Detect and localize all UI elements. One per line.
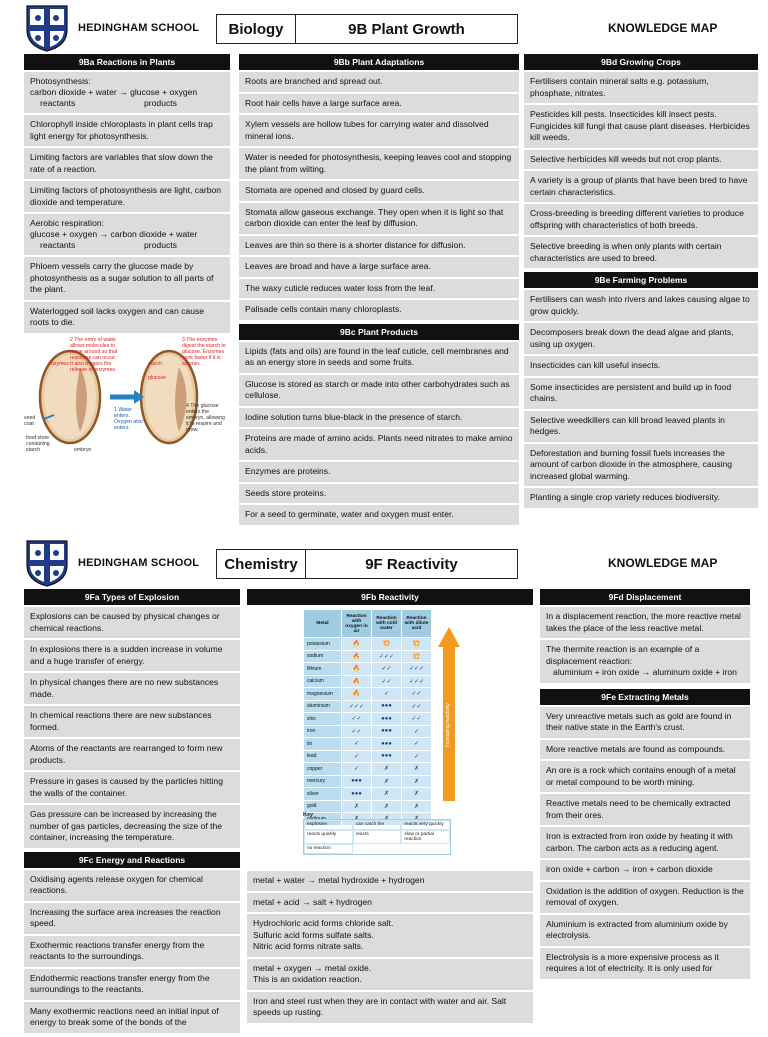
reaction-cell: ✗ [372,763,402,776]
fact-row: Exothermic reactions transfer energy from the reactants to the surroundings. [24,936,240,967]
fact-row: Iron is extracted from iron oxide by heating it with carbon. The carbon acts as a reducing agent. [540,827,750,858]
metal-name: magnesium [304,688,342,701]
panel-title: 9Fa Types of Explosion [24,589,240,605]
metal-name: calcium [304,675,342,688]
column-middle [239,54,519,529]
fact-row: Increasing the surface area increases the reaction speed. [24,903,240,934]
fact-row: Chlorophyll inside chloroplasts in plant cells trap light energy for photosynthesis. [24,115,230,146]
panel-title: 9Bd Growing Crops [524,54,758,70]
column-left [24,589,240,1037]
fact-row: Water is needed for photosynthesis, keeping leaves cool and stopping the plant from wilting. [239,148,519,179]
metal-name: platinum [304,813,342,826]
school-crest-icon [25,4,69,52]
reaction-cell: 🔥 [342,675,372,688]
fact-row: Fertilisers can wash into rivers and lakes causing algae to grow quickly. [524,290,758,321]
diagram-label-seedcoat: seed coat [24,414,36,427]
fact-row: Palisade cells contain many chloroplasts. [239,300,519,320]
table-row [304,738,432,751]
fact-row: Phloem vessels carry the glucose made by photosynthesis as a sugar solution to all parts of the plant. [24,257,230,300]
table-row [304,700,432,713]
fact-row: Insecticides can kill useful insects. [524,356,758,376]
metal-name: zinc [304,713,342,726]
reactants-label: reactants [40,240,76,250]
reaction-cell: 💥 [402,650,432,663]
fact-row: Pesticides kill pests. Insecticides kill insect pests. Fungicides kill fungi that cause plant diseases. Herbicides kill weeds. [524,105,758,148]
fact-row: Oxidising agents release oxygen for chemical reactions. [24,870,240,901]
panel-title: 9Bb Plant Adaptations [239,54,519,70]
table-row [304,650,432,663]
metal-name: sodium [304,650,342,663]
diagram-label-1: 1 Water enters. Oxygen also enters. [114,406,143,431]
metal-name: silver [304,788,342,801]
reaction-cell: ✓✓✓ [402,675,432,688]
panel-9fa [24,589,240,848]
table-row [304,675,432,688]
reaction-cell: ✓ [402,725,432,738]
panel-9bd [524,54,758,268]
fact-row: Leaves are thin so there is a shorter distance for diffusion. [239,236,519,256]
reaction-cell: ✗ [372,788,402,801]
reactivity-key [303,812,451,855]
reaction-cell: ●●● [342,775,372,788]
fact-row: Some insecticides are persistent and build up in food chains. [524,378,758,409]
key-item: reacts quickly [304,830,353,844]
table-row [304,750,432,763]
reaction-cell: ●●● [372,725,402,738]
fact-row: Leaves are broad and have a large surface area. [239,257,519,277]
fact-row: Very unreactive metals such as gold are found in their native state in the Earth's crust. [540,707,750,738]
reaction-cell: 🔥 [342,688,372,701]
reaction-cell: ✓ [402,750,432,763]
fact-row: Many exothermic reactions need an initial input of energy to break some of the bonds of the [24,1002,240,1033]
fact-row: Planting a single crop variety reduces biodiversity. [524,488,758,508]
reaction-cell: ✓✓ [372,675,402,688]
fact-row: In chemical reactions there are new substances formed. [24,706,240,737]
reaction-cell: ✗ [402,788,432,801]
reaction-cell: ✗ [402,813,432,826]
reaction-cell: ●●● [372,738,402,751]
reaction-cell: ✓✓ [402,688,432,701]
table-header: Reaction with cold water [372,610,402,638]
fact-row: iron oxide + carbon → iron + carbon dioxide [540,860,750,880]
seed-germination-diagram [24,337,230,455]
fact-row: In physical changes there are no new substances made. [24,673,240,704]
metal-name: lead [304,750,342,763]
diagram-label-3: 3 The enzymes digest the starch to glucose. Enzymes work faster if it is warmer. [182,336,226,367]
key-item: slow or partial reaction [401,830,450,844]
key-item: can catch fire [353,820,402,830]
column-left [24,54,230,459]
fact-row: Roots are branched and spread out. [239,72,519,92]
reaction-cell: ✓✓ [402,713,432,726]
key-item: no reaction [304,844,353,854]
table-row [304,788,432,801]
fact-row: Stomata allow gaseous exchange. They open when it is light so that carbon dioxide can enter the leaf by diffusion. [239,203,519,234]
fact-row: Decomposers break down the dead algae and plants, using up oxygen. [524,323,758,354]
reaction-cell: ✓ [372,688,402,701]
reaction-cell: 🔥 [342,638,372,651]
fact-row: In a displacement reaction, the more reactive metal takes the place of the less reactive metal. [540,607,750,638]
panel-title: 9Fc Energy and Reactions [24,852,240,868]
table-row [304,713,432,726]
table-row [304,688,432,701]
fact-row: An ore is a rock which contains enough of a metal or metal compound to be worth mining. [540,761,750,792]
reaction-cell: 💥 [372,638,402,651]
fact-row: Hydrochloric acid forms chloride salt. Sulfuric acid forms sulfate salts. Nitric acid forms nitrate salts. [247,914,533,957]
increasing-reactivity-arrow-icon [437,625,461,803]
metal-name: tin [304,738,342,751]
fact-row: Deforestation and burning fossil fuels increases the amount of carbon dioxide in the atmosphere, causing increased global warming. [524,444,758,487]
reaction-cell: ●●● [372,700,402,713]
respiration-equation: glucose + oxygen → carbon dioxide + water [30,229,198,239]
fact-row: Endothermic reactions transfer energy from the surroundings to the reactants. [24,969,240,1000]
reaction-cell: ✓✓✓ [372,650,402,663]
table-header: Reaction with dilute acid [402,610,432,638]
diagram-label-4: 4 The glucose enters the embryo, allowing it to respire and grow. [186,402,225,433]
reaction-cell: ✗ [402,800,432,813]
fact-row: Iodine solution turns blue-black in the presence of starch. [239,408,519,428]
header [0,535,768,587]
table-row [304,663,432,676]
reaction-cell: ✗ [372,775,402,788]
fact-row: Selective breeding is when only plants with certain characteristics are used to breed. [524,237,758,268]
table-header: Metal [304,610,342,638]
fact-row: Selective weedkillers can kill broad leaved plants in hedges. [524,411,758,442]
fact-row: Limiting factors are variables that slow down the rate of a reaction. [24,148,230,179]
fact-row: Oxidation is the addition of oxygen. Reduction is the removal of oxygen. [540,882,750,913]
reaction-cell: ✓ [342,750,372,763]
reaction-cell: ●●● [342,788,372,801]
subject-box: Biology [216,14,296,44]
reaction-cell: ●●● [372,713,402,726]
reaction-cell: ✓✓ [342,725,372,738]
reaction-cell: ✓ [402,738,432,751]
fact-row: metal + oxygen → metal oxide. This is an oxidation reaction. [247,959,533,990]
panel-title: 9Fb Reactivity [247,589,533,605]
reaction-cell: ✗ [372,800,402,813]
fact-row: Electrolysis is a more expensive process as it requires a lot of electricity. It is only used for [540,948,750,979]
reaction-cell: 🔥 [342,650,372,663]
diagram-label-embryo: embryo [74,446,92,453]
diagram-label-glucose: glucose [148,374,166,381]
reaction-cell: 🔥 [342,663,372,676]
panel-title: 9Ba Reactions in Plants [24,54,230,70]
metal-name: mercury [304,775,342,788]
panel-title: 9Fe Extracting Metals [540,689,750,705]
knowledge-map-label: KNOWLEDGE MAP [608,556,718,570]
fact-row: A variety is a group of plants that have been bred to have certain characteristics. [524,171,758,202]
photosynthesis-title: Photosynthesis: [30,76,91,86]
fact-row: Explosions can be caused by physical changes or chemical reactions. [24,607,240,638]
fact-row: More reactive metals are found as compounds. [540,740,750,760]
reaction-cell: ✓✓ [372,663,402,676]
reaction-cell: ✓✓✓ [342,700,372,713]
fact-row: Xylem vessels are hollow tubes for carrying water and dissolved mineral ions. [239,115,519,146]
table-row [304,725,432,738]
panel-title: 9Fd Displacement [540,589,750,605]
thermite-text: The thermite reaction is an example of a displacement reaction: [546,644,700,666]
panel-9fb [247,589,533,1023]
topic-box: 9B Plant Growth [296,14,518,44]
fact-row: In explosions there is a sudden increase in volume and a huge transfer of energy. [24,640,240,671]
fact-row: Fertilisers contain mineral salts e.g. potassium, phosphate, nitrates. [524,72,758,103]
key-title: Key [303,812,314,818]
reaction-cell: ✓✓✓ [402,663,432,676]
panel-title: 9Bc Plant Products [239,324,519,340]
diagram-label-starch: starch [148,360,163,367]
key-item: reacts [353,830,402,844]
fact-row: For a seed to germinate, water and oxygen must enter. [239,505,519,525]
metal-name: aluminium [304,700,342,713]
fact-row: Proteins are made of amino acids. Plants need nitrates to make amino acids. [239,429,519,460]
thermite-equation: aluminium + iron oxide → aluminum oxide + iron [553,667,737,677]
panel-9bc [239,324,519,525]
school-name: HEDINGHAM SCHOOL [78,22,200,34]
fact-row: Enzymes are proteins. [239,462,519,482]
fact-row: Gas pressure can be increased by increasing the number of gas particles, decreasing the size of the container, increasing the temperature. [24,805,240,848]
fact-row: Stomata are opened and closed by guard cells. [239,181,519,201]
school-crest-icon [25,539,69,587]
key-item: explosive [304,820,353,830]
products-label: products [144,240,177,250]
reaction-cell: ✓ [342,738,372,751]
panel-title: 9Be Farming Problems [524,272,758,288]
fact-row: The waxy cuticle reduces water loss from the leaf. [239,279,519,299]
diagram-label-foodstore: food store containing starch [26,434,50,453]
fact-row: Lipids (fats and oils) are found in the leaf cuticle, cell membranes and as an energy store in seeds and some fruits. [239,342,519,373]
column-right [524,54,758,512]
table-row [304,763,432,776]
key-item: reacts very quickly [401,820,450,830]
fact-row: Seeds store proteins. [239,484,519,504]
reaction-cell: ✓✓ [342,713,372,726]
metal-name: iron [304,725,342,738]
thermite-row [540,640,750,683]
panel-9fc [24,852,240,1033]
fact-row: Root hair cells have a large surface area. [239,94,519,114]
fact-row: Glucose is stored as starch or made into other carbohydrates such as cellulose. [239,375,519,406]
school-name: HEDINGHAM SCHOOL [78,557,200,569]
reaction-cell: ●●● [372,750,402,763]
table-row [304,775,432,788]
reaction-cell: ✗ [372,813,402,826]
fact-row: Pressure in gases is caused by the particles hitting the walls of the container. [24,772,240,803]
respiration-title: Aerobic respiration: [30,218,105,228]
metal-name: gold [304,800,342,813]
panel-9fd [540,589,750,683]
chemistry-knowledge-map [0,535,768,1027]
diagram-label-2: 2 The entry of water allows molecules to move around so that reactions can occur. It also triggers the release of enzymes. [70,336,118,373]
metal-name: lithium [304,663,342,676]
arrow-label: increasing reactivity [445,703,451,747]
metal-reactivity-table [303,609,432,826]
products-label: products [144,98,177,108]
reactants-label: reactants [40,98,76,108]
reaction-cell: ✓ [342,763,372,776]
photosynthesis-equation: carbon dioxide + water → glucose + oxygen [30,87,198,97]
respiration-row [24,214,230,255]
panel-9ba [24,54,230,455]
column-middle [247,589,533,1027]
reaction-cell: ✗ [342,800,372,813]
reaction-cell: 💥 [402,638,432,651]
fact-row: Limiting factors of photosynthesis are light, carbon dioxide and temperature. [24,181,230,212]
fact-row: Reactive metals need to be chemically extracted from their ores. [540,794,750,825]
panel-9bb [239,54,519,320]
reactivity-series-table [247,607,533,869]
knowledge-map-label: KNOWLEDGE MAP [608,21,718,35]
metal-name: potassium [304,638,342,651]
table-row [304,800,432,813]
table-row [304,638,432,651]
diagram-label-enzymes: enzymes [48,360,69,367]
panel-9fe [540,689,750,979]
table-header: Reaction with oxygen in air [342,610,372,638]
column-right [540,589,750,983]
reaction-cell: ✗ [402,763,432,776]
fact-row: metal + acid → salt + hydrogen [247,893,533,913]
fact-row: Atoms of the reactants are rearranged to form new products. [24,739,240,770]
reaction-cell: ✓✓ [402,700,432,713]
fact-row: Waterlogged soil lacks oxygen and can cause roots to die. [24,302,230,333]
header [0,0,768,52]
reaction-cell: ✗ [402,775,432,788]
fact-row: metal + water → metal hydroxide + hydrogen [247,871,533,891]
fact-row: Selective herbicides kill weeds but not crop plants. [524,150,758,170]
photosynthesis-row [24,72,230,113]
subject-box: Chemistry [216,549,306,579]
fact-row: Cross-breeding is breeding different varieties to produce offspring with characteristics of both breeds. [524,204,758,235]
panel-9be [524,272,758,508]
fact-row: Aluminium is extracted from aluminium oxide by electrolysis. [540,915,750,946]
metal-name: copper [304,763,342,776]
fact-row: Iron and steel rust when they are in contact with water and air. Salt speeds up rusting. [247,992,533,1023]
topic-box: 9F Reactivity [306,549,518,579]
reaction-cell: ✗ [342,813,372,826]
